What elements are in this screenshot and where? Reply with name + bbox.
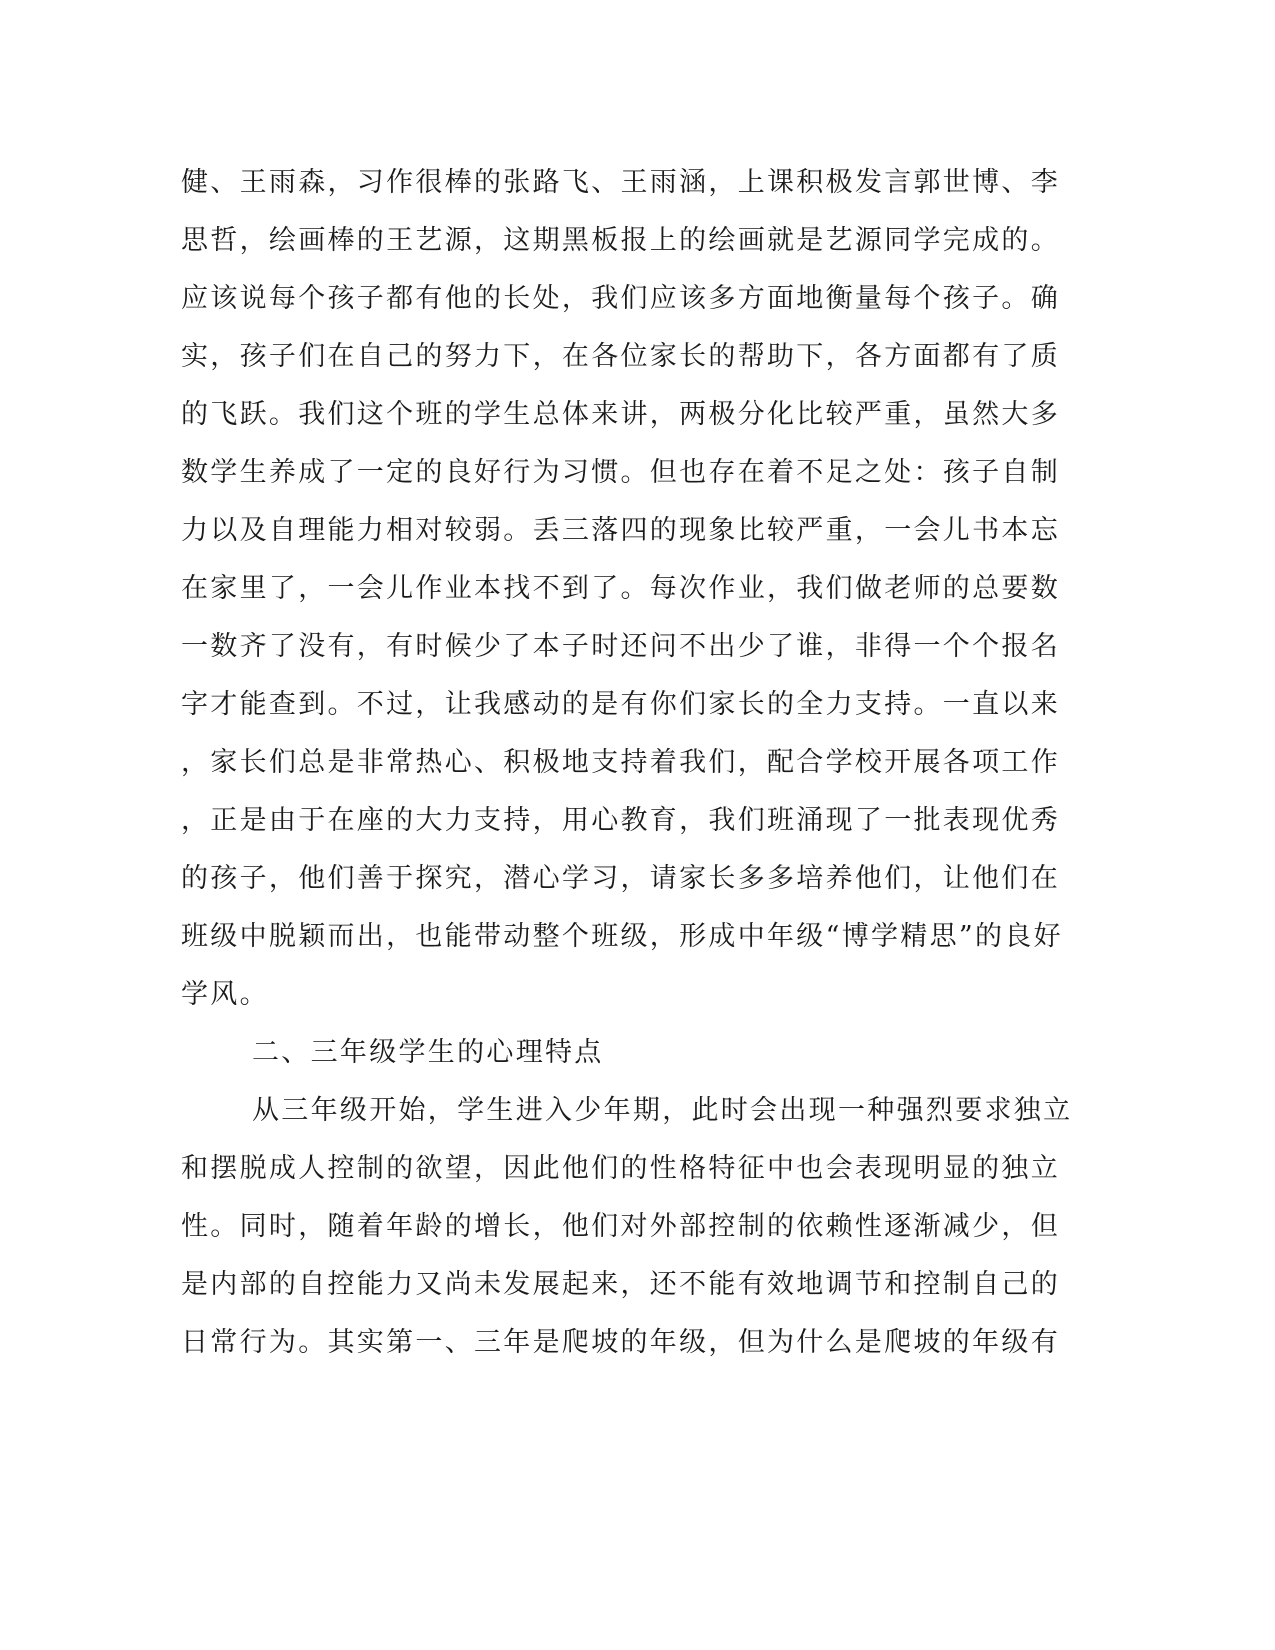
section-heading: 二、三年级学生的心理特点 [252,1037,604,1068]
paragraph-line: 和摆脱成人控制的欲望，因此他们的性格特征中也会表现明显的独立 [181,1153,1060,1184]
paragraph-line: 是内部的自控能力又尚未发展起来，还不能有效地调节和控制自己的 [181,1269,1060,1300]
paragraph-line: 在家里了，一会儿作业本找不到了。每次作业，我们做老师的总要数 [181,573,1060,604]
paragraph-line: ，家长们总是非常热心、积极地支持着我们，配合学校开展各项工作 [181,747,1060,778]
paragraph-line: 字才能查到。不过，让我感动的是有你们家长的全力支持。一直以来 [181,689,1060,720]
paragraph-line: 日常行为。其实第一、三年是爬坡的年级，但为什么是爬坡的年级有 [181,1327,1060,1358]
paragraph-line: 思哲，绘画棒的王艺源，这期黑板报上的绘画就是艺源同学完成的。 [181,225,1060,256]
paragraph-line: 班级中脱颖而出，也能带动整个班级，形成中年级“博学精思”的良好 [181,921,1063,952]
paragraph-line: ，正是由于在座的大力支持，用心教育，我们班涌现了一批表现优秀 [181,805,1060,836]
paragraph-line: 实，孩子们在自己的努力下，在各位家长的帮助下，各方面都有了质 [181,341,1060,372]
paragraph-line: 性。同时，随着年龄的增长，他们对外部控制的依赖性逐渐减少，但 [181,1211,1060,1242]
paragraph-line: 力以及自理能力相对较弱。丢三落四的现象比较严重，一会儿书本忘 [181,515,1060,546]
paragraph-line: 健、王雨森，习作很棒的张路飞、王雨涵，上课积极发言郭世博、李 [181,167,1060,198]
paragraph-line: 的孩子，他们善于探究，潜心学习，请家长多多培养他们，让他们在 [181,863,1060,894]
paragraph-line: 从三年级开始，学生进入少年期，此时会出现一种强烈要求独立 [252,1095,1073,1126]
paragraph-line: 的飞跃。我们这个班的学生总体来讲，两极分化比较严重，虽然大多 [181,399,1060,430]
paragraph-line: 一数齐了没有，有时候少了本子时还问不出少了谁，非得一个个报名 [181,631,1060,662]
paragraph-line: 数学生养成了一定的良好行为习惯。但也存在着不足之处：孩子自制 [181,457,1060,488]
paragraph-line: 应该说每个孩子都有他的长处，我们应该多方面地衡量每个孩子。确 [181,283,1060,314]
paragraph-line: 学风。 [181,979,269,1010]
